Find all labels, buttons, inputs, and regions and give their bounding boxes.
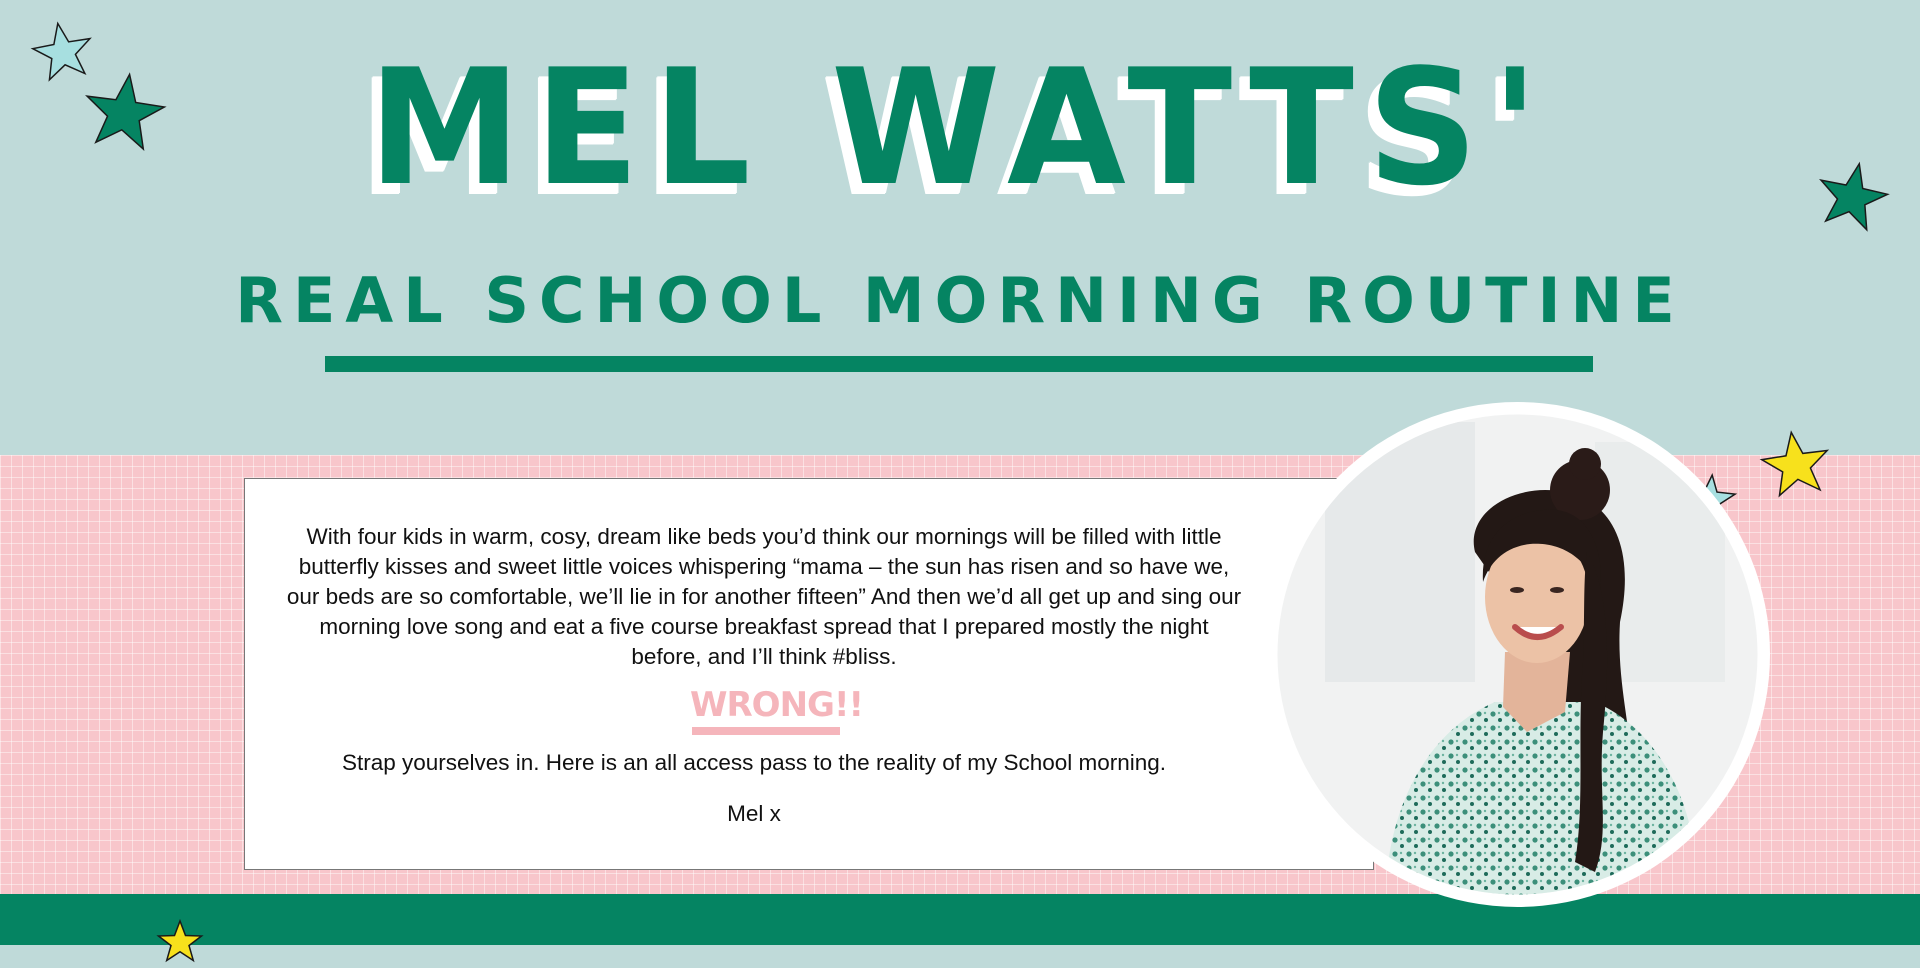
portrait-photo <box>1265 402 1770 907</box>
wrong-underline <box>692 727 840 735</box>
title-underline <box>325 356 1593 372</box>
star-icon <box>1756 426 1836 506</box>
star-icon <box>155 918 205 968</box>
page-title: MEL WATTS' <box>368 34 1552 221</box>
footer-band <box>0 894 1920 945</box>
page-subtitle: REAL SCHOOL MORNING ROUTINE <box>235 264 1685 337</box>
intro-paragraph: With four kids in warm, cosy, dream like beds you’d think our mornings will be filled with little butterfly kisses and sweet little voices whispering “mama – the sun has risen and so have we, our beds are so comfortable, we’ll lie in for another fifteen” And then we’d all get up and sing our morning love song and eat a five course breakfast spread that I prepared mostly the night before, and I’ll think #bliss. <box>286 524 1242 669</box>
wrong-label: WRONG!! <box>690 685 863 725</box>
strap-line: Strap yourselves in. Here is an all access pass to the reality of my School morning. <box>341 750 1167 775</box>
signoff: Mel x <box>727 801 781 826</box>
